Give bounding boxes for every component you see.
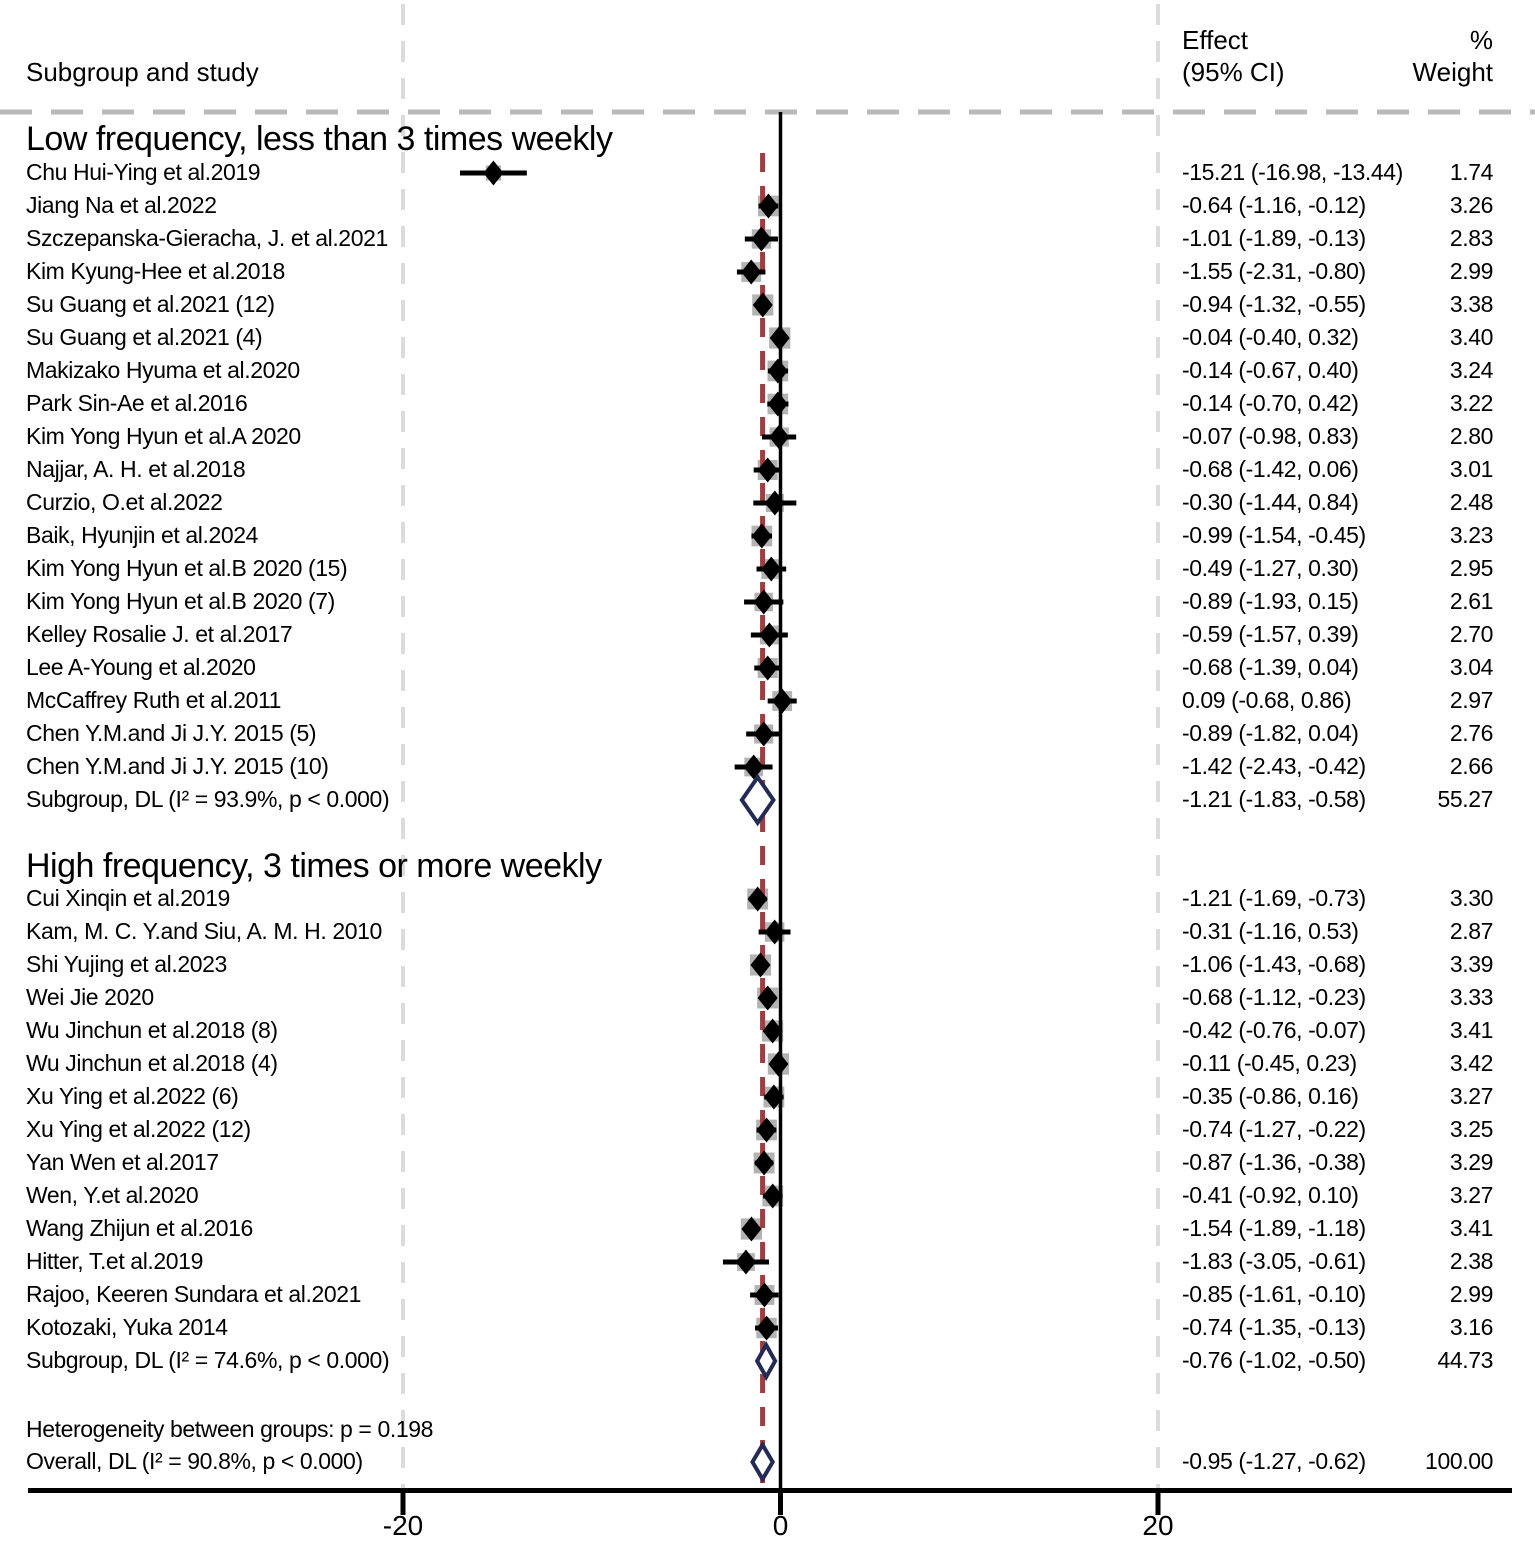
study-label: Kotozaki, Yuka 2014: [26, 1314, 228, 1340]
study-label: Baik, Hyunjin et al.2024: [26, 522, 259, 548]
weight-value: 2.70: [1449, 621, 1493, 647]
x-axis-tick-label: 20: [1142, 1510, 1174, 1541]
study-label: Kim Yong Hyun et al.A 2020: [26, 423, 301, 449]
weight-value: 3.33: [1449, 984, 1493, 1010]
study-label: Makizako Hyuma et al.2020: [26, 357, 300, 383]
weight-value: 2.87: [1449, 918, 1493, 944]
subgroup-pooled-effect-value: -0.76 (-1.02, -0.50): [1182, 1347, 1366, 1373]
weight-value: 2.97: [1449, 687, 1493, 713]
weight-value: 3.16: [1449, 1314, 1493, 1340]
effect-ci-value: -1.55 (-2.31, -0.80): [1182, 258, 1366, 284]
weight-value: 2.83: [1449, 225, 1493, 251]
effect-ci-value: -1.54 (-1.89, -1.18): [1182, 1215, 1366, 1241]
weight-value: 3.23: [1449, 522, 1493, 548]
study-label: Chen Y.M.and Ji J.Y. 2015 (10): [26, 753, 329, 779]
study-label: Xu Ying et al.2022 (6): [26, 1083, 239, 1109]
weight-value: 2.95: [1449, 555, 1493, 581]
study-label: Wu Jinchun et al.2018 (8): [26, 1017, 278, 1043]
study-label: Wu Jinchun et al.2018 (4): [26, 1050, 278, 1076]
study-label: Najjar, A. H. et al.2018: [26, 456, 246, 482]
effect-ci-value: -0.99 (-1.54, -0.45): [1182, 522, 1366, 548]
effect-ci-value: -0.89 (-1.93, 0.15): [1182, 588, 1359, 614]
study-label: Wen, Y.et al.2020: [26, 1182, 199, 1208]
overall-pooled-effect-value: -0.95 (-1.27, -0.62): [1182, 1448, 1366, 1474]
weight-value: 2.99: [1449, 1281, 1493, 1307]
weight-value: 3.27: [1449, 1083, 1493, 1109]
effect-ci-value: -1.01 (-1.89, -0.13): [1182, 225, 1366, 251]
column-header-effect-line2: (95% CI): [1182, 57, 1285, 87]
subgroup-header: High frequency, 3 times or more weekly: [26, 847, 602, 885]
effect-ci-value: -0.94 (-1.32, -0.55): [1182, 291, 1366, 317]
x-axis-tick-label: -20: [382, 1510, 424, 1541]
weight-value: 3.38: [1449, 291, 1493, 317]
effect-ci-value: -0.68 (-1.12, -0.23): [1182, 984, 1366, 1010]
heterogeneity-note: Heterogeneity between groups: p = 0.198: [26, 1416, 434, 1442]
x-axis-tick-label: 0: [772, 1510, 789, 1541]
study-label: Jiang Na et al.2022: [26, 192, 217, 218]
weight-value: 3.26: [1449, 192, 1493, 218]
weight-value: 3.22: [1449, 390, 1493, 416]
effect-ci-value: -0.14 (-0.70, 0.42): [1182, 390, 1359, 416]
effect-ci-value: -0.59 (-1.57, 0.39): [1182, 621, 1359, 647]
effect-ci-value: -1.06 (-1.43, -0.68): [1182, 951, 1366, 977]
effect-ci-value: -0.74 (-1.35, -0.13): [1182, 1314, 1366, 1340]
effect-ci-value: -0.11 (-0.45, 0.23): [1182, 1050, 1357, 1076]
column-header-effect-line1: Effect: [1182, 25, 1249, 55]
subgroup-pooled-effect-value: -1.21 (-1.83, -0.58): [1182, 786, 1366, 812]
weight-value: 3.30: [1449, 885, 1493, 911]
effect-ci-value: -15.21 (-16.98, -13.44): [1182, 159, 1403, 185]
effect-ci-value: -0.04 (-0.40, 0.32): [1182, 324, 1359, 350]
study-label: Cui Xinqin et al.2019: [26, 885, 230, 911]
study-label: Chu Hui-Ying et al.2019: [26, 159, 261, 185]
study-label: Su Guang et al.2021 (4): [26, 324, 263, 350]
effect-ci-value: -0.30 (-1.44, 0.84): [1182, 489, 1359, 515]
study-label: Wang Zhijun et al.2016: [26, 1215, 253, 1241]
weight-value: 3.04: [1449, 654, 1493, 680]
effect-ci-value: -0.74 (-1.27, -0.22): [1182, 1116, 1366, 1142]
weight-value: 2.61: [1449, 588, 1493, 614]
column-header-weight: Weight: [1412, 57, 1493, 87]
study-label: Kim Yong Hyun et al.B 2020 (15): [26, 555, 348, 581]
effect-ci-value: -0.68 (-1.42, 0.06): [1182, 456, 1359, 482]
effect-ci-value: -1.42 (-2.43, -0.42): [1182, 753, 1366, 779]
study-label: Szczepanska-Gieracha, J. et al.2021: [26, 225, 388, 251]
overall-pooled-label: Overall, DL (I² = 90.8%, p < 0.000): [26, 1448, 363, 1474]
weight-value: 2.66: [1449, 753, 1493, 779]
effect-ci-value: -0.89 (-1.82, 0.04): [1182, 720, 1359, 746]
effect-ci-value: -0.64 (-1.16, -0.12): [1182, 192, 1366, 218]
effect-ci-value: -0.87 (-1.36, -0.38): [1182, 1149, 1366, 1175]
overall-pooled-weight-value: 100.00: [1425, 1448, 1493, 1474]
effect-ci-value: -0.42 (-0.76, -0.07): [1182, 1017, 1366, 1043]
study-label: Kim Yong Hyun et al.B 2020 (7): [26, 588, 335, 614]
weight-value: 3.29: [1449, 1149, 1493, 1175]
effect-ci-value: -0.49 (-1.27, 0.30): [1182, 555, 1359, 581]
subgroup-header: Low frequency, less than 3 times weekly: [26, 120, 613, 158]
weight-value: 3.25: [1449, 1116, 1493, 1142]
study-label: Rajoo, Keeren Sundara et al.2021: [26, 1281, 362, 1307]
weight-value: 2.99: [1449, 258, 1493, 284]
weight-value: 2.48: [1449, 489, 1493, 515]
study-label: Hitter, T.et al.2019: [26, 1248, 203, 1274]
weight-value: 3.42: [1449, 1050, 1493, 1076]
effect-ci-value: -0.85 (-1.61, -0.10): [1182, 1281, 1366, 1307]
weight-value: 3.24: [1449, 357, 1493, 383]
weight-value: 2.76: [1449, 720, 1493, 746]
weight-value: 3.27: [1449, 1182, 1493, 1208]
weight-value: 3.39: [1449, 951, 1493, 977]
column-header-study: Subgroup and study: [26, 57, 259, 87]
study-label: Kelley Rosalie J. et al.2017: [26, 621, 293, 647]
effect-ci-value: 0.09 (-0.68, 0.86): [1182, 687, 1352, 713]
study-label: Chen Y.M.and Ji J.Y. 2015 (5): [26, 720, 317, 746]
study-label: Xu Ying et al.2022 (12): [26, 1116, 251, 1142]
weight-value: 3.01: [1449, 456, 1493, 482]
study-label: Shi Yujing et al.2023: [26, 951, 227, 977]
effect-marker-diamond: [483, 161, 503, 186]
effect-ci-value: -0.35 (-0.86, 0.16): [1182, 1083, 1359, 1109]
effect-ci-value: -0.31 (-1.16, 0.53): [1182, 918, 1359, 944]
subgroup-pooled-label: Subgroup, DL (I² = 93.9%, p < 0.000): [26, 786, 390, 812]
subgroup-pooled-diamond: [757, 1345, 775, 1377]
study-label: Curzio, O.et al.2022: [26, 489, 223, 515]
subgroup-pooled-diamond: [742, 777, 774, 823]
weight-value: 3.41: [1449, 1215, 1493, 1241]
study-label: Lee A-Young et al.2020: [26, 654, 256, 680]
column-header-percent: %: [1469, 25, 1493, 55]
study-label: Yan Wen et al.2017: [26, 1149, 219, 1175]
weight-value: 2.80: [1449, 423, 1493, 449]
study-label: Park Sin-Ae et al.2016: [26, 390, 248, 416]
study-label: Kim Kyung-Hee et al.2018: [26, 258, 285, 284]
study-label: Kam, M. C. Y.and Siu, A. M. H. 2010: [26, 918, 382, 944]
subgroup-pooled-label: Subgroup, DL (I² = 74.6%, p < 0.000): [26, 1347, 390, 1373]
subgroup-pooled-weight-value: 55.27: [1437, 786, 1493, 812]
effect-ci-value: -0.07 (-0.98, 0.83): [1182, 423, 1359, 449]
weight-value: 1.74: [1449, 159, 1493, 185]
effect-ci-value: -1.83 (-3.05, -0.61): [1182, 1248, 1366, 1274]
overall-pooled-diamond: [752, 1445, 772, 1479]
study-label: McCaffrey Ruth et al.2011: [26, 687, 282, 713]
effect-ci-value: -0.41 (-0.92, 0.10): [1182, 1182, 1359, 1208]
subgroup-pooled-weight-value: 44.73: [1437, 1347, 1493, 1373]
effect-ci-value: -0.14 (-0.67, 0.40): [1182, 357, 1359, 383]
weight-value: 3.41: [1449, 1017, 1493, 1043]
weight-value: 2.38: [1449, 1248, 1493, 1274]
effect-ci-value: -0.68 (-1.39, 0.04): [1182, 654, 1359, 680]
effect-ci-value: -1.21 (-1.69, -0.73): [1182, 885, 1366, 911]
study-label: Su Guang et al.2021 (12): [26, 291, 275, 317]
study-label: Wei Jie 2020: [26, 984, 154, 1010]
weight-value: 3.40: [1449, 324, 1493, 350]
